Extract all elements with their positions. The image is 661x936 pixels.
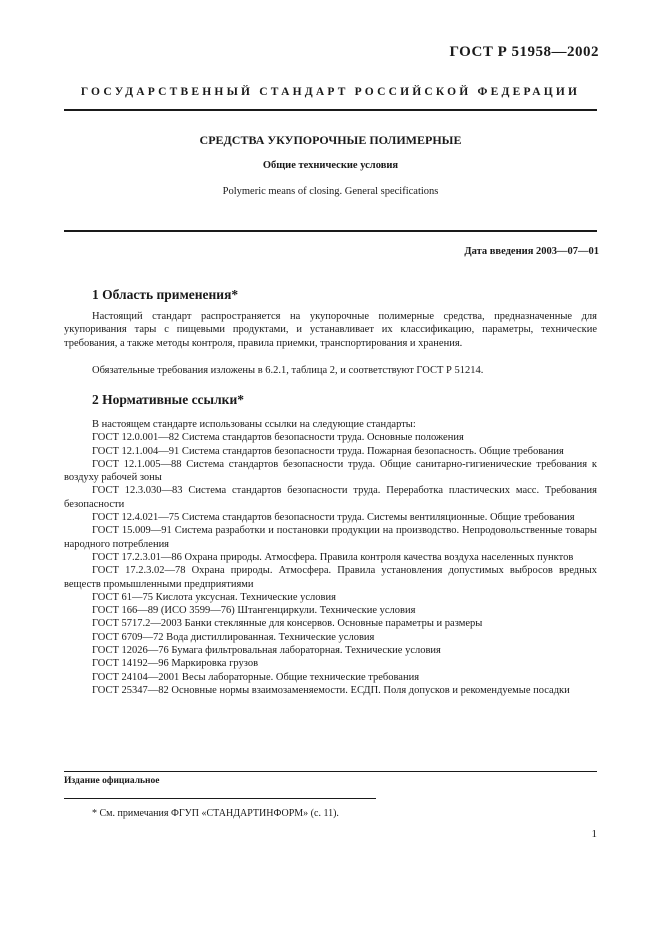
reference-item: ГОСТ 6709—72 Вода дистиллированная. Технические условия <box>92 631 375 643</box>
title-rule <box>64 230 597 232</box>
official-edition-label: Издание официальное <box>64 776 160 786</box>
section-2-heading: 2 Нормативные ссылки* <box>92 392 244 407</box>
section-1-paragraph: Настоящий стандарт распространяется на укупорочные полимерные средства, предназначенные для укупоривания тары с пищевыми продуктами, и устанавливает их классификацию, параметры, технические требования, а также методы контроля, правила приемки, транспортирования и хранения. <box>64 311 597 349</box>
reference-item: ГОСТ 12.4.021—75 Система стандартов безопасности труда. Системы вентиляционные. Общие требования <box>92 512 575 524</box>
reference-item: ГОСТ 12026—76 Бумага фильтровальная лабораторная. Технические условия <box>92 645 441 657</box>
references-list <box>64 418 597 697</box>
document-code: ГОСТ Р 51958—2002 <box>449 44 599 60</box>
reference-item: ГОСТ 5717.2—2003 Банки стеклянные для консервов. Основные параметры и размеры <box>92 618 483 630</box>
page-number: 1 <box>591 828 597 840</box>
reference-item: ГОСТ 14192—96 Маркировка грузов <box>92 658 259 670</box>
section-1-heading: 1 Область применения* <box>92 287 239 302</box>
reference-item: ГОСТ 17.2.3.01—86 Охрана природы. Атмосфера. Правила контроля качества воздуха населенных пунктов <box>92 551 574 563</box>
reference-item: ГОСТ 17.2.3.02—78 Охрана природы. Атмосфера. Правила установления допустимых выбросов вредных веществ промышленными предприятиями <box>64 565 597 590</box>
introduction-date: Дата введения 2003—07—01 <box>464 246 599 257</box>
reference-item: ГОСТ 61—75 Кислота уксусная. Технические условия <box>92 591 336 603</box>
document-subtitle: Общие технические условия <box>262 160 399 171</box>
reference-item: ГОСТ 12.1.005—88 Система стандартов безопасности труда. Общие санитарно-гигиенические требования к воздуху рабочей зоны <box>64 458 597 484</box>
section-1-paragraph: Обязательные требования изложены в 6.2.1, таблица 2, и соответствуют ГОСТ Р 51214. <box>92 365 484 376</box>
reference-item: ГОСТ 12.1.004—91 Система стандартов безопасности труда. Пожарная безопасность. Общие требования <box>92 445 564 457</box>
references-intro: В настоящем стандарте использованы ссылки на следующие стандарты: <box>92 419 416 430</box>
footnote-rule <box>64 798 376 799</box>
document-title: СРЕДСТВА УКУПОРОЧНЫЕ ПОЛИМЕРНЫЕ <box>199 133 462 147</box>
reference-item: ГОСТ 12.3.030—83 Система стандартов безопасности труда. Переработка пластических масс. Требования безопасности <box>64 485 597 510</box>
reference-item: ГОСТ 24104—2001 Весы лабораторные. Общие технические требования <box>92 671 420 683</box>
top-rule <box>64 109 597 111</box>
reference-item: ГОСТ 15.009—91 Система разработки и постановки продукции на производство. Непродовольственные товары народного потребления <box>64 525 597 550</box>
english-title: Polymeric means of closing. General specifications <box>222 186 439 197</box>
edition-rule <box>64 771 597 772</box>
reference-item: ГОСТ 166—89 (ИСО 3599—76) Штангенциркули. Технические условия <box>92 605 416 617</box>
state-standard-heading: ГОСУДАРСТВЕННЫЙ СТАНДАРТ РОССИЙСКОЙ ФЕДЕРАЦИИ <box>80 86 581 98</box>
footnote: * См. примечания ФГУП «СТАНДАРТИНФОРМ» (с. 11). <box>92 808 339 819</box>
reference-item: ГОСТ 12.0.001—82 Система стандартов безопасности труда. Основные положения <box>92 432 464 444</box>
reference-item: ГОСТ 25347—82 Основные нормы взаимозаменяемости. ЕСДП. Поля допусков и рекомендуемые посадки <box>92 684 570 696</box>
